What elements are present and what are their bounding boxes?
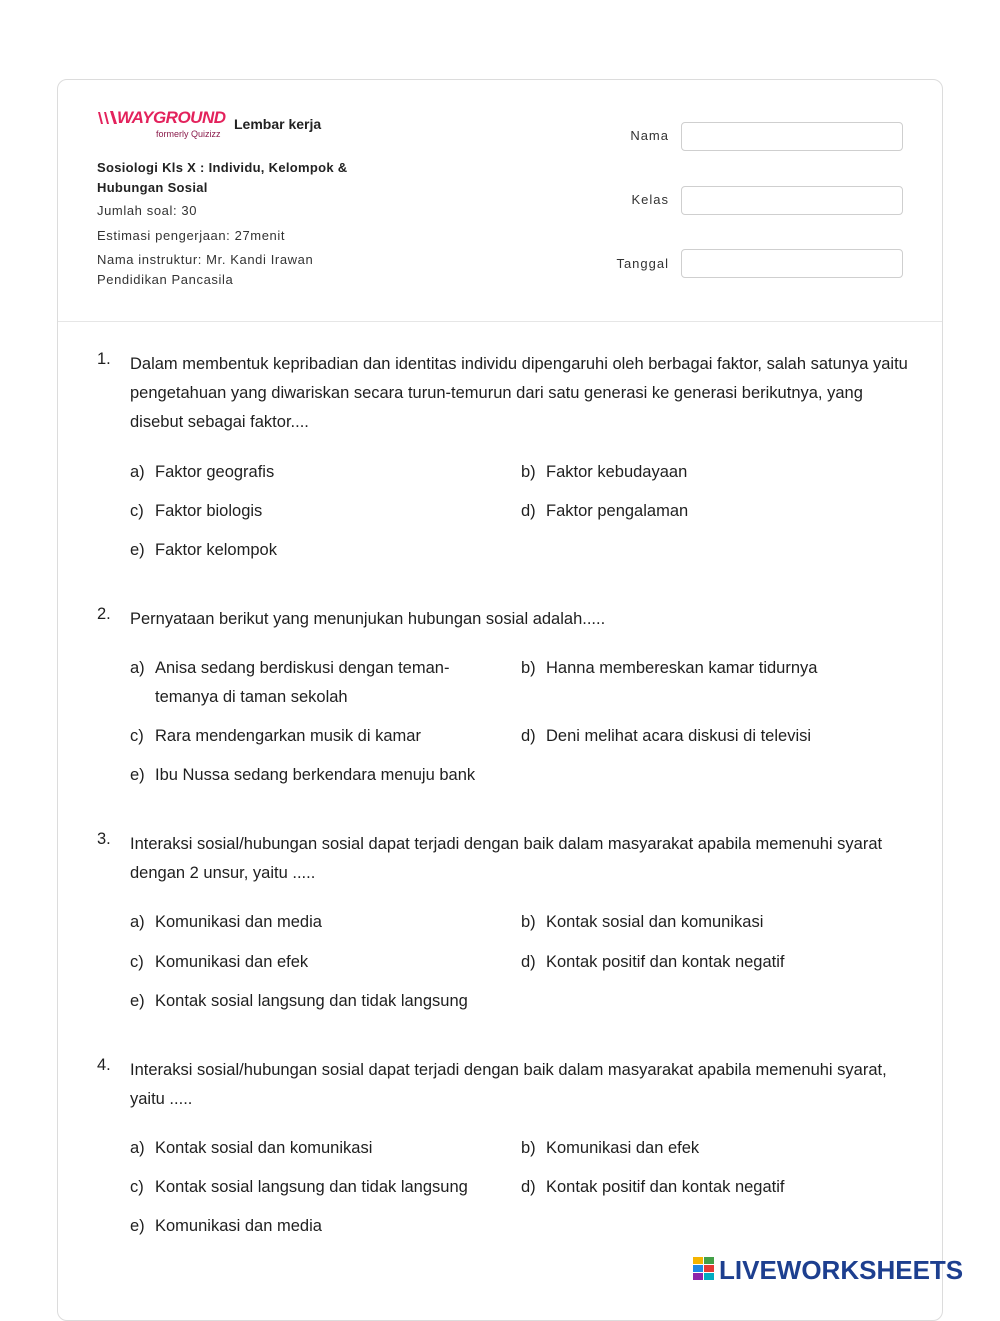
option-letter: a)	[130, 463, 145, 481]
option-text: Faktor kebudayaan	[546, 463, 688, 481]
option-text: Faktor geografis	[155, 463, 275, 481]
question-number: 4.	[97, 1056, 111, 1074]
option-text: Kontak sosial langsung dan tidak langsung	[155, 992, 468, 1010]
logo-subtitle: formerly Quizizz	[156, 129, 221, 139]
time-estimate: Estimasi pengerjaan: 27menit	[97, 228, 286, 243]
option-letter: e)	[130, 1217, 145, 1235]
question-number: 2.	[97, 605, 111, 623]
date-input[interactable]	[681, 249, 903, 278]
option-letter: a)	[130, 659, 145, 677]
liveworksheets-logo	[693, 1255, 993, 1285]
option-letter: b)	[521, 913, 536, 931]
option-text: Ibu Nussa sedang berkendara menuju bank	[155, 766, 476, 784]
class-label: Kelas	[631, 192, 669, 207]
question-count: Jumlah soal: 30	[97, 203, 198, 218]
option-text: Hanna membereskan kamar tidurnya	[546, 659, 818, 677]
logo-mark-icon	[97, 110, 119, 126]
instructor-name: Nama instruktur: Mr. Kandi Irawan	[97, 252, 314, 267]
question-number: 1.	[97, 350, 111, 368]
option-letter: b)	[521, 659, 536, 677]
option-letter: e)	[130, 766, 145, 784]
option-letter: b)	[521, 463, 536, 481]
worksheet-header	[58, 80, 942, 322]
option-letter: e)	[130, 992, 145, 1010]
name-label: Nama	[630, 128, 669, 143]
option-letter: c)	[130, 502, 144, 520]
logo-wordmark: WAYGROUND	[117, 108, 226, 127]
option-text: Faktor biologis	[155, 502, 263, 520]
option-text: Kontak sosial dan komunikasi	[546, 913, 764, 931]
option-letter: c)	[130, 727, 144, 745]
wayground-logo	[97, 108, 225, 144]
liveworksheets-blocks-icon	[693, 1257, 715, 1281]
sheet-type-label: Lembar kerja	[234, 116, 322, 132]
option-letter: c)	[130, 953, 144, 971]
option-letter: a)	[130, 913, 145, 931]
option-text: Anisa sedang berdiskusi dengan teman-temanya di taman sekolah	[155, 659, 450, 706]
option-letter: d)	[521, 1178, 536, 1196]
option-letter: a)	[130, 1139, 145, 1157]
option-text: Komunikasi dan media	[155, 913, 322, 931]
worksheet-title: Sosiologi Kls X : Individu, Kelompok & Hubungan Sosial	[97, 160, 348, 195]
option-text: Rara mendengarkan musik di kamar	[155, 727, 421, 745]
question-text: Interaksi sosial/hubungan sosial dapat terjadi dengan baik dalam masyarakat apabila memenuhi syarat dengan 2 unsur, yaitu .....	[130, 835, 883, 882]
option-letter: c)	[130, 1178, 144, 1196]
question-text: Pernyataan berikut yang menunjukan hubungan sosial adalah.....	[130, 610, 606, 628]
option-text: Komunikasi dan media	[155, 1217, 322, 1235]
option-text: Deni melihat acara diskusi di televisi	[546, 727, 812, 745]
option-text: Kontak positif dan kontak negatif	[546, 1178, 785, 1196]
option-text: Faktor pengalaman	[546, 502, 689, 520]
option-text: Komunikasi dan efek	[155, 953, 309, 971]
question-text: Interaksi sosial/hubungan sosial dapat terjadi dengan baik dalam masyarakat apabila memenuhi syarat, yaitu .....	[130, 1061, 887, 1108]
option-letter: e)	[130, 541, 145, 559]
option-letter: b)	[521, 1139, 536, 1157]
liveworksheets-wordmark: LIVEWORKSHEETS	[719, 1255, 964, 1285]
option-text: Faktor kelompok	[155, 541, 277, 559]
option-text: Komunikasi dan efek	[546, 1139, 700, 1157]
worksheet-card	[57, 79, 943, 1321]
date-label: Tanggal	[616, 256, 669, 271]
class-input[interactable]	[681, 186, 903, 215]
option-letter: d)	[521, 727, 536, 745]
option-letter: d)	[521, 502, 536, 520]
option-letter: d)	[521, 953, 536, 971]
option-text: Kontak sosial langsung dan tidak langsung	[155, 1178, 468, 1196]
option-text: Kontak sosial dan komunikasi	[155, 1139, 373, 1157]
option-text: Kontak positif dan kontak negatif	[546, 953, 785, 971]
question-number: 3.	[97, 830, 111, 848]
question-text: Dalam membentuk kepribadian dan identitas individu dipengaruhi oleh berbagai faktor, salah satunya yaitu pengetahuan yang diwariskan secara turun-temurun dari satu generasi ke generasi berikutnya, yang disebut sebagai faktor....	[130, 355, 908, 431]
name-input[interactable]	[681, 122, 903, 151]
subject-name: Pendidikan Pancasila	[97, 272, 234, 287]
